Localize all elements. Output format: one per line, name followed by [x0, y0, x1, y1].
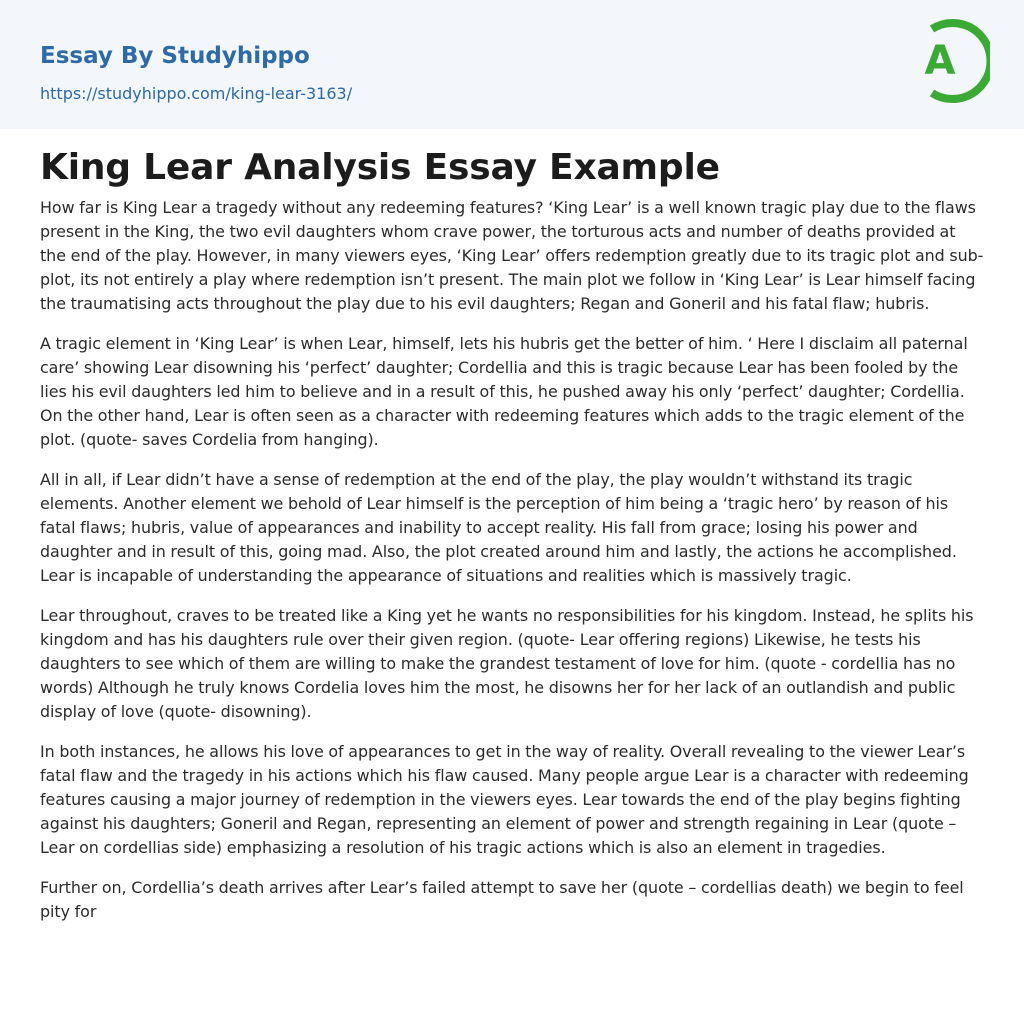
page-title: King Lear Analysis Essay Example	[40, 147, 720, 188]
paragraph: A tragic element in ‘King Lear’ is when Lear, himself, lets his hubris get the better of him. ‘ Here I disclaim all paternal care’ showing Lear disowning his ‘perfect’ daughter; Cordellia and this is tragic because Lear has been fooled by the lies his evil daughters led him to believe and in a result of this, he pushed away his only ‘perfect’ daughter; Cordellia. On the other hand, Lear is often seen as a character with redeeming features which adds to the tragic element of the plot. (quote- saves Cordelia from hanging).	[40, 334, 968, 449]
logo-letter: A	[924, 38, 956, 84]
paragraph: Lear throughout, craves to be treated like a King yet he wants no responsibilities for his kingdom. Instead, he splits his kingdom and has his daughters rule over their given region. (quote- Lear offering regions) Likewise, he tests his daughters to see which of them are willing to make the grandest testament of love for him. (quote - cordellia has no words) Although he truly knows Cordelia loves him the most, he disowns her for her lack of an outlandish and public display of love (quote- disowning).	[40, 606, 974, 721]
paragraph: How far is King Lear a tragedy without any redeeming features? ‘King Lear’ is a well known tragic play due to the flaws present in the King, the two evil daughters whom crave power, the torturous acts and number of deaths provided at the end of the play. However, in many viewers eyes, ‘King Lear’ offers redemption greatly due to its tragic plot and sub-plot, its not entirely a play where redemption isn’t present. The main plot we follow in ‘King Lear’ is Lear himself facing the traumatising acts throughout the play due to his evil daughters; Regan and Goneril and his fatal flaw; hubris.	[40, 198, 984, 313]
paragraph: All in all, if Lear didn’t have a sense of redemption at the end of the play, the play wouldn’t withstand its tragic elements. Another element we behold of Lear himself is the perception of him being a ‘tragic hero’ by reason of his fatal flaws; hubris, value of appearances and inability to accept reality. His fall from grace; losing his power and daughter and in result of this, going mad. Also, the plot created around him and lastly, the actions he accomplished. Lear is incapable of understanding the appearance of situations and realities which is massively tragic.	[40, 470, 957, 585]
source-url-link[interactable]: https://studyhippo.com/king-lear-3163/	[40, 84, 353, 103]
paragraph: Further on, Cordellia’s death arrives after Lear’s failed attempt to save her (quote – cordellias death) we begin to feel pity for	[40, 878, 964, 921]
paragraph: In both instances, he allows his love of appearances to get in the way of reality. Overall revealing to the viewer Lear’s fatal flaw and the tragedy in his actions which his flaw caused. Many people argue Lear is a character with redeeming features causing a major journey of redemption in the viewers eyes. Lear towards the end of the play begins fighting against his daughters; Goneril and Regan, representing an element of power and strength regaining in Lear (quote – Lear on cordellias side) emphasizing a resolution of his tragic actions which is also an element in tragedies.	[40, 742, 969, 857]
site-title[interactable]: Essay By Studyhippo	[40, 43, 310, 69]
